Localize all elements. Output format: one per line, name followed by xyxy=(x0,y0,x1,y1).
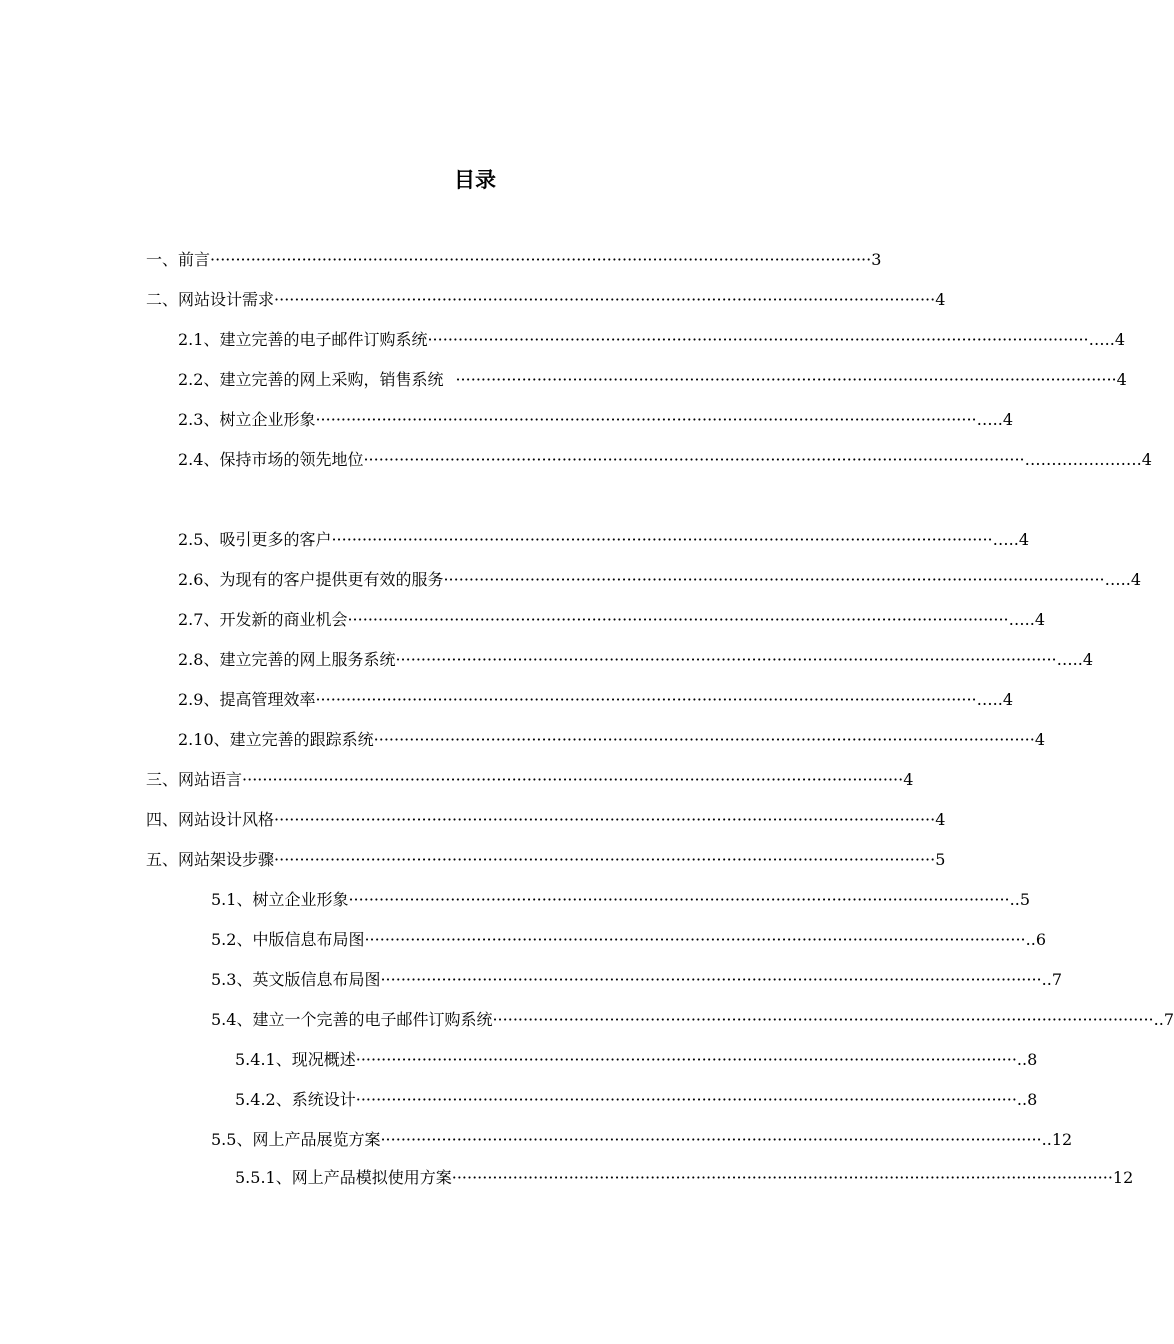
toc-entry-label: 前言 xyxy=(178,250,211,269)
toc-entry-number: 四、 xyxy=(146,810,179,829)
toc-entry-number: 2.2、 xyxy=(178,370,220,389)
toc-entry-number: 五、 xyxy=(146,850,179,869)
toc-entry-page: …..4 xyxy=(992,530,1029,549)
toc-entry[interactable] xyxy=(235,1166,1134,1190)
toc-entry-page: 3 xyxy=(871,250,882,269)
toc-entry-label: 网站架设步骤 xyxy=(178,850,275,869)
toc-entry-number: 2.1、 xyxy=(178,330,220,349)
toc-entry-number: 5.5.1、 xyxy=(235,1168,292,1187)
toc-entry-label: 吸引更多的客户 xyxy=(219,530,332,549)
toc-entry-page: 5 xyxy=(935,850,946,869)
dot-leader: ·································································································································· xyxy=(210,250,872,269)
toc-entry-page: …..4 xyxy=(1008,610,1045,629)
toc-entry[interactable] xyxy=(178,328,1125,352)
toc-title: 目录 xyxy=(454,167,496,192)
toc-entry-number: 2.9、 xyxy=(178,690,220,709)
dot-leader: ·································································································································· xyxy=(315,410,977,429)
toc-entry[interactable] xyxy=(211,1008,1174,1032)
toc-entry-number: 5.4.1、 xyxy=(235,1050,292,1069)
toc-entry[interactable] xyxy=(178,728,1046,752)
toc-entry-label: 网站语言 xyxy=(178,770,243,789)
toc-entry-number: 2.3、 xyxy=(178,410,220,429)
dot-leader: ·································································································································· xyxy=(455,370,1117,389)
toc-entry[interactable] xyxy=(235,1048,1038,1072)
toc-entry-number: 5.1、 xyxy=(211,890,253,909)
toc-entry-page: ..8 xyxy=(1016,1050,1038,1069)
toc-entry-page: ..7 xyxy=(1041,970,1062,989)
toc-entry[interactable] xyxy=(178,408,1013,432)
toc-entry-number: 5.4.2、 xyxy=(235,1090,292,1109)
dot-leader: ·································································································································· xyxy=(274,290,936,309)
toc-entry-label: 网站设计风格 xyxy=(178,810,275,829)
toc-entry-page: ..7 xyxy=(1153,1010,1174,1029)
toc-entry-page: 4 xyxy=(935,290,946,309)
toc-entry-number: 5.4、 xyxy=(211,1010,253,1029)
toc-entry-page: …..4 xyxy=(1056,650,1093,669)
dot-leader: ·································································································································· xyxy=(451,1168,1113,1187)
toc-entry-label: 保持市场的领先地位 xyxy=(219,450,364,469)
toc-entry[interactable] xyxy=(146,848,946,872)
toc-entry-label: 建立完善的网上服务系统 xyxy=(219,650,396,669)
toc-entry-label: 现况概述 xyxy=(291,1050,356,1069)
dot-leader: ·································································································································· xyxy=(348,890,1010,909)
toc-entry[interactable] xyxy=(178,368,1127,392)
toc-entry-page: ………………….4 xyxy=(1024,450,1152,469)
dot-leader: ·································································································································· xyxy=(274,850,936,869)
toc-entry-label: 建立完善的网上采购，销售系统 xyxy=(219,370,444,389)
toc-entry-page: 4 xyxy=(1116,370,1127,389)
toc-entry[interactable] xyxy=(146,248,882,272)
toc-entry[interactable] xyxy=(146,288,946,312)
toc-entry[interactable] xyxy=(211,888,1030,912)
toc-entry[interactable] xyxy=(235,1088,1038,1112)
toc-entry-number: 二、 xyxy=(146,290,179,309)
toc-entry-page: …..4 xyxy=(976,410,1013,429)
toc-entry-label: 提高管理效率 xyxy=(219,690,316,709)
toc-entry[interactable] xyxy=(178,528,1029,552)
toc-entry[interactable] xyxy=(178,568,1141,592)
dot-leader: ·································································································································· xyxy=(355,1090,1017,1109)
dot-leader: ·································································································································· xyxy=(373,730,1035,749)
dot-leader: ·································································································································· xyxy=(315,690,977,709)
toc-entry-page: ..6 xyxy=(1025,930,1046,949)
toc-entry-number: 5.3、 xyxy=(211,970,253,989)
toc-entry-label: 建立完善的跟踪系统 xyxy=(229,730,374,749)
toc-entry-page: …..4 xyxy=(1104,570,1141,589)
toc-entry-label: 网上产品模拟使用方案 xyxy=(291,1168,452,1187)
toc-entry-number: 三、 xyxy=(146,770,179,789)
toc-entry-number: 2.7、 xyxy=(178,610,220,629)
toc-entry[interactable] xyxy=(178,448,1152,472)
toc-entry-page: ..8 xyxy=(1016,1090,1038,1109)
toc-entry[interactable] xyxy=(178,648,1093,672)
toc-entry[interactable] xyxy=(178,608,1045,632)
toc-entry[interactable] xyxy=(211,1128,1073,1152)
toc-entry-page: 4 xyxy=(903,770,914,789)
toc-entry[interactable] xyxy=(211,968,1062,992)
dot-leader: ·································································································································· xyxy=(443,570,1105,589)
toc-entry-number: 5.5、 xyxy=(211,1130,253,1149)
toc-entry-page: 12 xyxy=(1112,1168,1134,1187)
toc-entry-label: 树立企业形象 xyxy=(252,890,349,909)
toc-entry-label: 建立一个完善的电子邮件订购系统 xyxy=(252,1010,493,1029)
toc-entry-label: 建立完善的电子邮件订购系统 xyxy=(219,330,428,349)
toc-entry-number: 2.10、 xyxy=(178,730,230,749)
toc-entry[interactable] xyxy=(178,688,1013,712)
toc-entry-label: 中版信息布局图 xyxy=(252,930,365,949)
toc-entry-label: 英文版信息布局图 xyxy=(252,970,381,989)
toc-entry[interactable] xyxy=(211,928,1046,952)
toc-entry[interactable] xyxy=(146,768,914,792)
toc-entry-number: 一、 xyxy=(146,250,179,269)
dot-leader: ·································································································································· xyxy=(380,970,1042,989)
dot-leader: ·································································································································· xyxy=(395,650,1057,669)
dot-leader: ·································································································································· xyxy=(427,330,1089,349)
dot-leader: ·································································································································· xyxy=(242,770,904,789)
toc-entry-page: 4 xyxy=(935,810,946,829)
dot-leader: ·································································································································· xyxy=(331,530,993,549)
dot-leader: ·································································································································· xyxy=(364,930,1026,949)
toc-entry-label: 网站设计需求 xyxy=(178,290,275,309)
toc-entry-page: …..4 xyxy=(1088,330,1125,349)
dot-leader: ·································································································································· xyxy=(347,610,1009,629)
toc-entry[interactable] xyxy=(146,808,946,832)
dot-leader: ·································································································································· xyxy=(274,810,936,829)
toc-entry-page: ..5 xyxy=(1009,890,1030,909)
toc-entry-page: 4 xyxy=(1034,730,1046,749)
toc-entry-number: 5.2、 xyxy=(211,930,253,949)
toc-entry-label: 系统设计 xyxy=(291,1090,356,1109)
toc-entry-number: 2.6、 xyxy=(178,570,220,589)
toc-entry-number: 2.5、 xyxy=(178,530,220,549)
dot-leader: ·································································································································· xyxy=(492,1010,1154,1029)
dot-leader: ·································································································································· xyxy=(363,450,1025,469)
toc-entry-number: 2.4、 xyxy=(178,450,220,469)
toc-entry-number: 2.8、 xyxy=(178,650,220,669)
toc-entry-page: …..4 xyxy=(976,690,1013,709)
dot-leader: ·································································································································· xyxy=(355,1050,1017,1069)
toc-entry-label: 开发新的商业机会 xyxy=(219,610,348,629)
toc-entry-label: 网上产品展览方案 xyxy=(252,1130,381,1149)
toc-entry-page: ..12 xyxy=(1041,1130,1073,1149)
toc-entry-label: 树立企业形象 xyxy=(219,410,316,429)
toc-entry-label: 为现有的客户提供更有效的服务 xyxy=(219,570,444,589)
dot-leader: ·································································································································· xyxy=(380,1130,1042,1149)
